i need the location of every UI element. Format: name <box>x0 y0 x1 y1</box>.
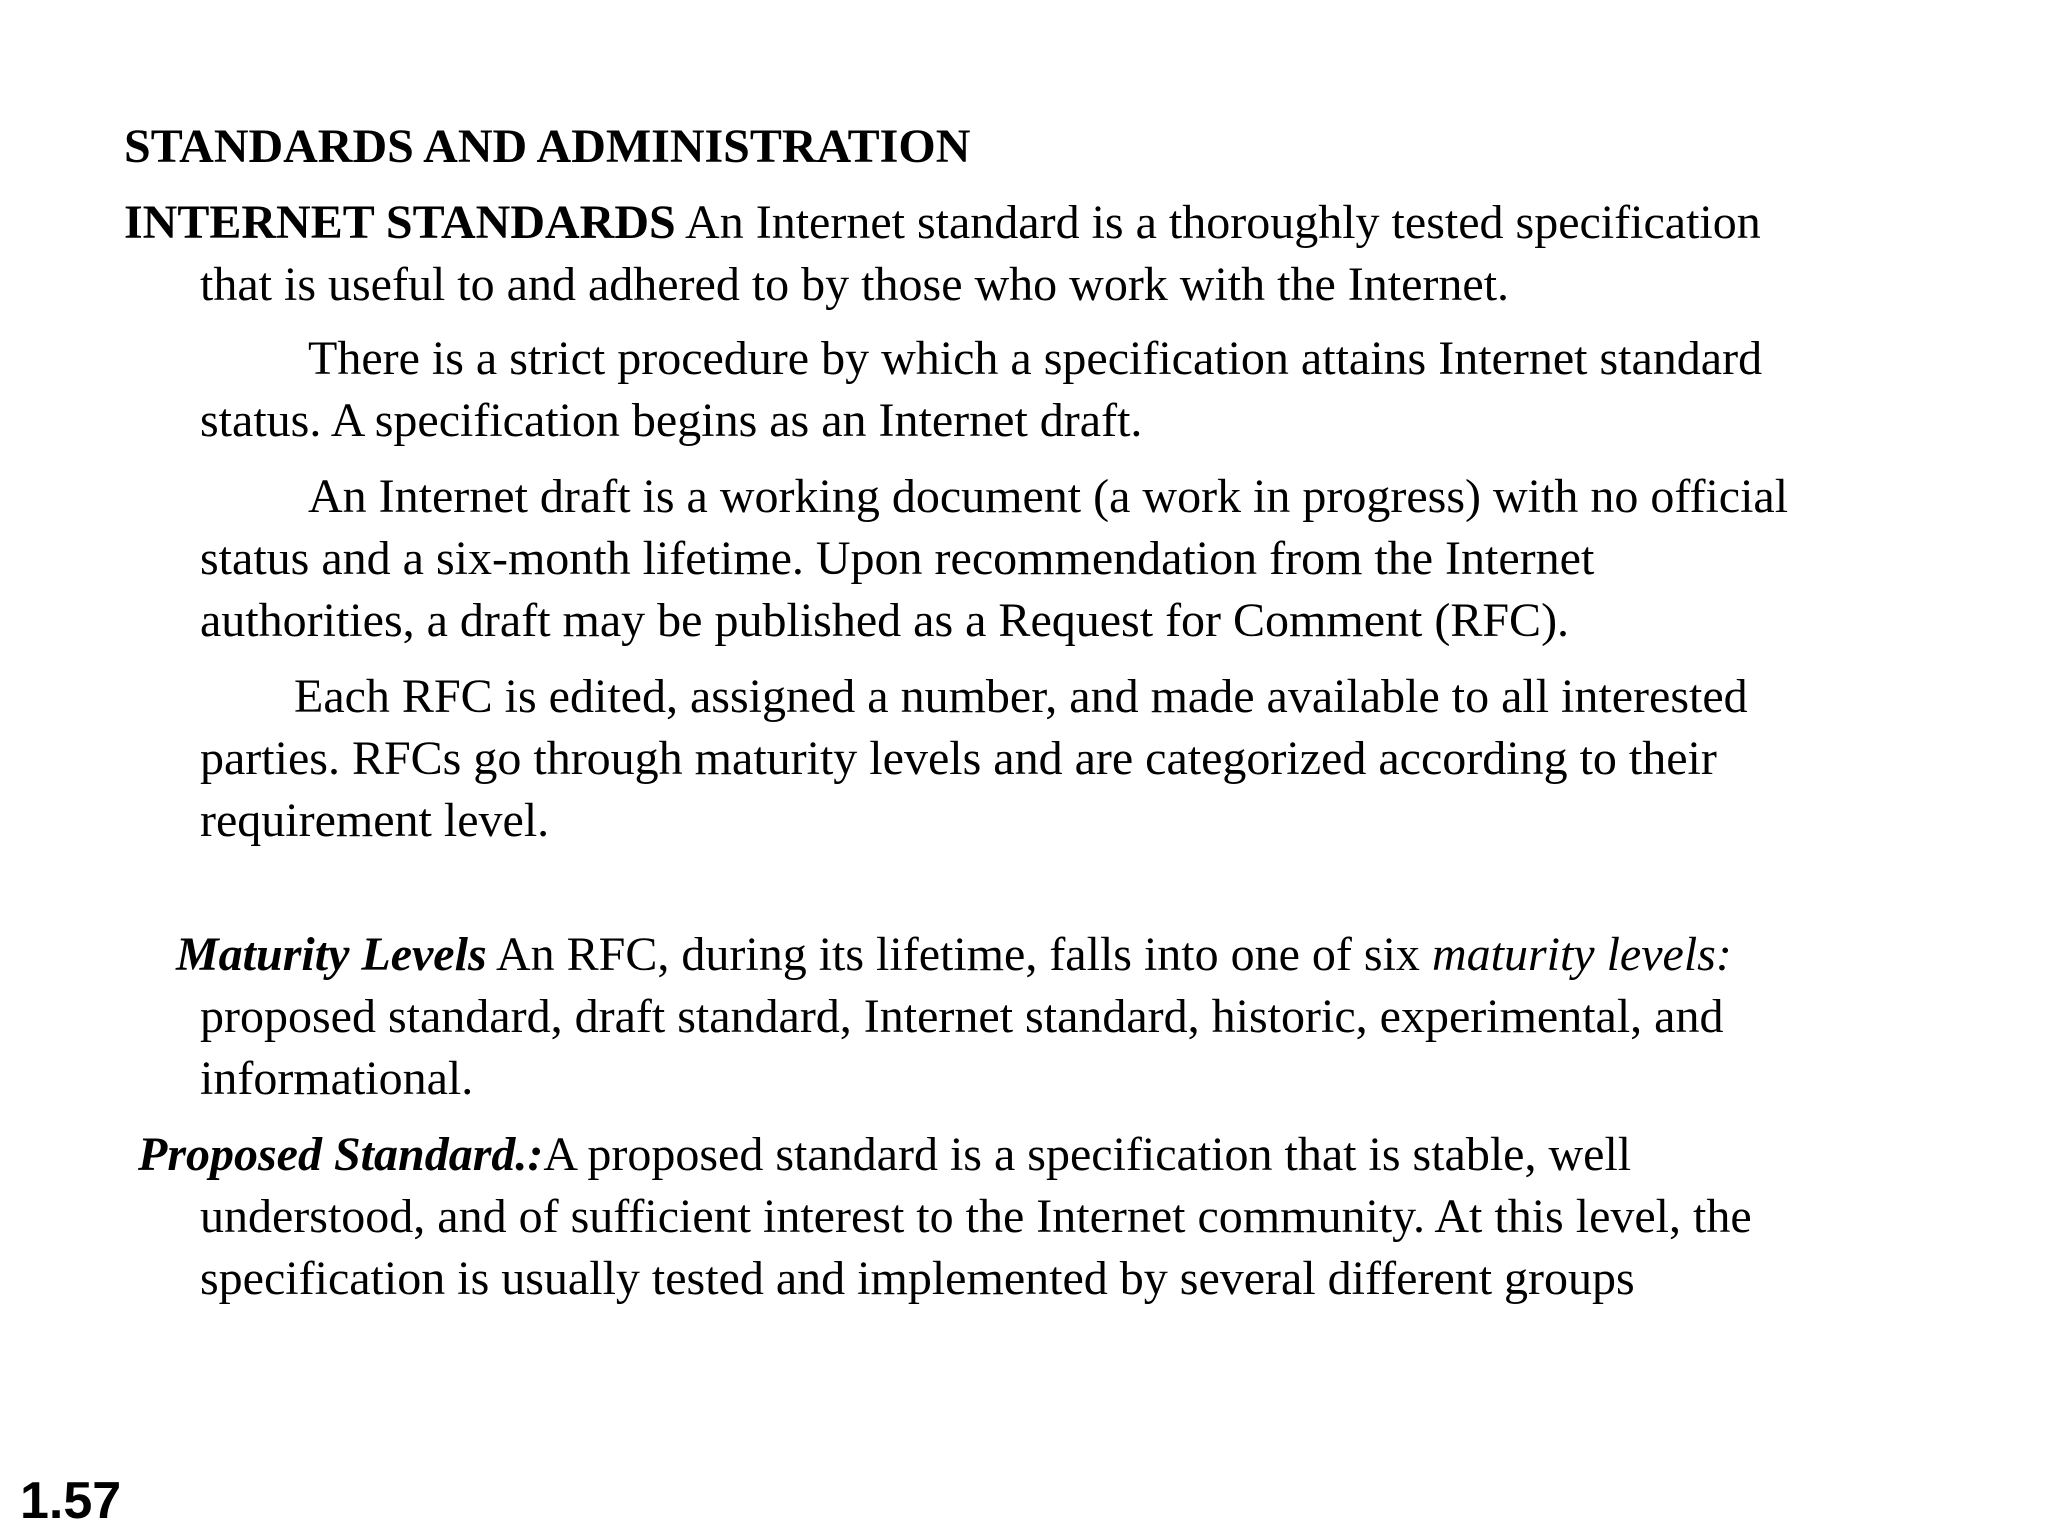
rfc-line-3: requirement level. <box>200 794 550 847</box>
page-title: STANDARDS AND ADMINISTRATION <box>124 120 971 173</box>
maturity-levels-line-2: proposed standard, draft standard, Internet standard, historic, experimental, and <box>200 990 1724 1043</box>
maturity-levels-term: Maturity Levels <box>176 928 487 981</box>
procedure-line-1: There is a strict procedure by which a specification attains Internet standard <box>308 332 1763 385</box>
proposed-standard-text-1: A proposed standard is a specification that is stable, well <box>543 1128 1632 1181</box>
internet-standards-term: INTERNET STANDARDS <box>124 196 676 249</box>
proposed-standard-line-1 <box>138 1124 1631 1186</box>
internet-standards-line-2: that is useful to and adhered to by those who work with the Internet. <box>200 258 1510 311</box>
proposed-standard-line-2: understood, and of sufficient interest to the Internet community. At this level, the <box>200 1190 1752 1243</box>
rfc-line-2: parties. RFCs go through maturity levels and are categorized according to their <box>200 732 1717 785</box>
draft-line-3: authorities, a draft may be published as a Request for Comment (RFC). <box>200 594 1570 647</box>
proposed-standard-line-3: specification is usually tested and implemented by several different groups <box>200 1252 1635 1305</box>
page-number: 1.57 <box>20 1472 122 1530</box>
maturity-levels-italic: maturity levels: <box>1431 928 1732 981</box>
internet-standards-line-1 <box>124 192 1761 254</box>
draft-line-1: An Internet draft is a working document (a work in progress) with no official <box>308 470 1789 523</box>
maturity-levels-text-1: An RFC, during its lifetime, falls into one of six <box>486 928 1432 981</box>
proposed-standard-term: Proposed Standard.: <box>138 1128 544 1181</box>
procedure-line-2: status. A specification begins as an Internet draft. <box>200 394 1143 447</box>
maturity-levels-line-1 <box>176 924 1732 986</box>
internet-standards-text-1: An Internet standard is a thoroughly tested specification <box>675 196 1761 249</box>
draft-line-2: status and a six-month lifetime. Upon recommendation from the Internet <box>200 532 1595 585</box>
maturity-levels-line-3: informational. <box>200 1052 474 1105</box>
rfc-line-1: Each RFC is edited, assigned a number, and made available to all interested <box>294 670 1748 723</box>
